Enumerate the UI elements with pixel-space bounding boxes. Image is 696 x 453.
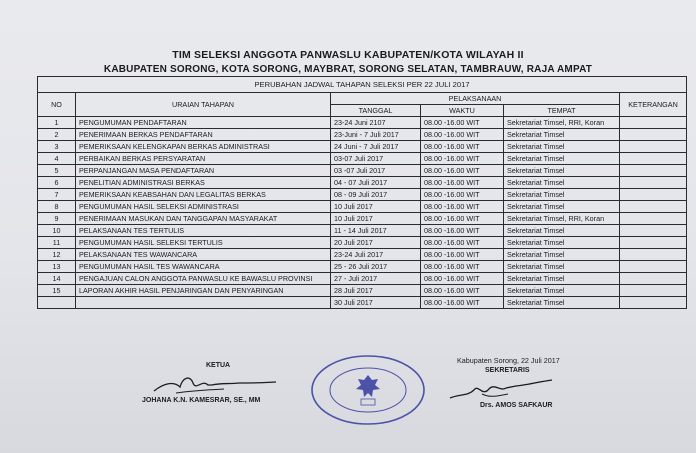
row-tempat: Sekretariat Timsel xyxy=(504,177,620,189)
row-tempat: Sekretariat Timsel xyxy=(504,237,620,249)
row-tanggal: 10 Juli 2017 xyxy=(331,213,421,225)
row-uraian: PENGUMUMAN HASIL SELEKSI TERTULIS xyxy=(76,237,331,249)
row-number: 5 xyxy=(38,165,76,177)
official-stamp xyxy=(308,352,428,428)
row-waktu: 08.00 -16.00 WIT xyxy=(421,249,504,261)
row-number: 14 xyxy=(38,273,76,285)
table-row xyxy=(38,261,687,273)
row-number: 8 xyxy=(38,201,76,213)
signatory-left-name: JOHANA K.N. KAMESRAR, SE., MM xyxy=(142,397,261,404)
signatory-right-name: Drs. AMOS SAFKAUR xyxy=(480,402,553,409)
row-uraian xyxy=(76,297,331,309)
row-keterangan xyxy=(620,165,687,177)
row-uraian: PEMERIKSAAN KEABSAHAN DAN LEGALITAS BERKAS xyxy=(76,189,331,201)
row-tempat: Sekretariat Timsel xyxy=(504,153,620,165)
row-waktu: 08.00 -16.00 WIT xyxy=(421,117,504,129)
row-number xyxy=(38,297,76,309)
document-title: TIM SELEKSI ANGGOTA PANWASLU KABUPATEN/KOTA WILAYAH II xyxy=(172,49,524,61)
row-keterangan xyxy=(620,261,687,273)
row-uraian: PERPANJANGAN MASA PENDAFTARAN xyxy=(76,165,331,177)
row-tempat: Sekretariat Timsel xyxy=(504,165,620,177)
row-waktu: 08.00 -16.00 WIT xyxy=(421,165,504,177)
row-keterangan xyxy=(620,153,687,165)
row-tempat: Sekretariat Timsel xyxy=(504,225,620,237)
row-tempat: Sekretariat Timsel xyxy=(504,297,620,309)
row-number: 1 xyxy=(38,117,76,129)
row-tanggal: 24 Juni - 7 Juli 2017 xyxy=(331,141,421,153)
row-waktu: 08.00 -16.00 WIT xyxy=(421,225,504,237)
table-row xyxy=(38,201,687,213)
header-pelaksanaan: PELAKSANAAN xyxy=(331,93,620,105)
row-tanggal: 03-07 Juli 2017 xyxy=(331,153,421,165)
signing-date: Kabupaten Sorong, 22 Juli 2017 xyxy=(457,356,560,365)
row-uraian: PERBAIKAN BERKAS PERSYARATAN xyxy=(76,153,331,165)
row-keterangan xyxy=(620,177,687,189)
row-tempat: Sekretariat Timsel xyxy=(504,201,620,213)
row-number: 13 xyxy=(38,261,76,273)
row-number: 10 xyxy=(38,225,76,237)
row-waktu: 08.00 -16.00 WIT xyxy=(421,141,504,153)
row-uraian: PENERIMAAN MASUKAN DAN TANGGAPAN MASYARAKAT xyxy=(76,213,331,225)
row-tanggal: 28 Juli 2017 xyxy=(331,285,421,297)
row-tempat: Sekretariat Timsel, RRI, Koran xyxy=(504,117,620,129)
row-uraian: PENGUMUMAN HASIL SELEKSI ADMINISTRASI xyxy=(76,201,331,213)
signature-right xyxy=(446,378,558,404)
row-tanggal: 03 -07 Juli 2017 xyxy=(331,165,421,177)
row-keterangan xyxy=(620,237,687,249)
row-tempat: Sekretariat Timsel, RRI, Koran xyxy=(504,213,620,225)
row-tempat: Sekretariat Timsel xyxy=(504,249,620,261)
row-keterangan xyxy=(620,129,687,141)
row-tanggal: 23-24 Juli 2017 xyxy=(331,249,421,261)
row-uraian: PENGUMUMAN HASIL TES WAWANCARA xyxy=(76,261,331,273)
row-tempat: Sekretariat Timsel xyxy=(504,273,620,285)
row-tanggal: 20 Juli 2017 xyxy=(331,237,421,249)
row-keterangan xyxy=(620,249,687,261)
row-keterangan xyxy=(620,273,687,285)
header-uraian: URAIAN TAHAPAN xyxy=(76,93,331,117)
table-row xyxy=(38,129,687,141)
row-tanggal: 10 Juli 2017 xyxy=(331,201,421,213)
row-uraian: LAPORAN AKHIR HASIL PENJARINGAN DAN PENYARINGAN xyxy=(76,285,331,297)
row-keterangan xyxy=(620,213,687,225)
row-number: 7 xyxy=(38,189,76,201)
header-keterangan: KETERANGAN xyxy=(620,93,687,117)
row-tanggal: 27 - Juli 2017 xyxy=(331,273,421,285)
row-waktu: 08.00 -16.00 WIT xyxy=(421,261,504,273)
row-uraian: PEMERIKSAAN KELENGKAPAN BERKAS ADMINISTRASI xyxy=(76,141,331,153)
row-waktu: 08.00 -16.00 WIT xyxy=(421,297,504,309)
row-waktu: 08.00 -16.00 WIT xyxy=(421,237,504,249)
row-keterangan xyxy=(620,189,687,201)
row-number: 6 xyxy=(38,177,76,189)
row-number: 11 xyxy=(38,237,76,249)
row-tanggal: 25 - 26 Juli 2017 xyxy=(331,261,421,273)
row-tempat: Sekretariat Timsel xyxy=(504,129,620,141)
row-tempat: Sekretariat Timsel xyxy=(504,189,620,201)
header-tempat: TEMPAT xyxy=(504,105,620,117)
row-keterangan xyxy=(620,225,687,237)
table-row xyxy=(38,165,687,177)
row-waktu: 08.00 -16.00 WIT xyxy=(421,273,504,285)
row-waktu: 08.00 -16.00 WIT xyxy=(421,201,504,213)
row-tanggal: 23-Juni - 7 Juli 2017 xyxy=(331,129,421,141)
row-uraian: PENERIMAAN BERKAS PENDAFTARAN xyxy=(76,129,331,141)
row-tanggal: 23-24 Juni 2107 xyxy=(331,117,421,129)
table-row xyxy=(38,237,687,249)
row-uraian: PENGUMUMAN PENDAFTARAN xyxy=(76,117,331,129)
row-tanggal: 04 - 07 Juli 2017 xyxy=(331,177,421,189)
row-number: 3 xyxy=(38,141,76,153)
row-tempat: Sekretariat Timsel xyxy=(504,261,620,273)
row-tempat: Sekretariat Timsel xyxy=(504,285,620,297)
document-subtitle-regions: KABUPATEN SORONG, KOTA SORONG, MAYBRAT, SORONG SELATAN, TAMBRAUW, RAJA AMPAT xyxy=(103,64,593,75)
row-waktu: 08.00 -16.00 WIT xyxy=(421,177,504,189)
signatory-right-role: SEKRETARIS xyxy=(485,367,530,374)
row-number: 2 xyxy=(38,129,76,141)
table-subtitle: PERUBAHAN JADWAL TAHAPAN SELEKSI PER 22 JULI 2017 xyxy=(38,77,687,93)
row-waktu: 08.00 -16.00 WIT xyxy=(421,285,504,297)
row-tanggal: 11 - 14 Juli 2017 xyxy=(331,225,421,237)
header-waktu: WAKTU xyxy=(421,105,504,117)
row-uraian: PELAKSANAAN TES TERTULIS xyxy=(76,225,331,237)
row-tanggal: 30 Juli 2017 xyxy=(331,297,421,309)
row-uraian: PENELITIAN ADMINISTRASI BERKAS xyxy=(76,177,331,189)
row-keterangan xyxy=(620,285,687,297)
header-tanggal: TANGGAL xyxy=(331,105,421,117)
table-row xyxy=(38,177,687,189)
table-row xyxy=(38,117,687,129)
row-waktu: 08.00 -16.00 WIT xyxy=(421,129,504,141)
table-row xyxy=(38,225,687,237)
table-row xyxy=(38,297,687,309)
row-number: 12 xyxy=(38,249,76,261)
header-no: NO xyxy=(38,93,76,117)
row-waktu: 08.00 -16.00 WIT xyxy=(421,153,504,165)
row-uraian: PENGAJUAN CALON ANGGOTA PANWASLU KE BAWASLU PROVINSI xyxy=(76,273,331,285)
row-uraian: PELAKSANAAN TES WAWANCARA xyxy=(76,249,331,261)
row-keterangan xyxy=(620,201,687,213)
table-row xyxy=(38,273,687,285)
table-row xyxy=(38,249,687,261)
row-tanggal: 08 - 09 Juli 2017 xyxy=(331,189,421,201)
row-waktu: 08.00 -16.00 WIT xyxy=(421,213,504,225)
row-tempat: Sekretariat Timsel xyxy=(504,141,620,153)
table-row xyxy=(38,153,687,165)
row-keterangan xyxy=(620,117,687,129)
table-row xyxy=(38,213,687,225)
signature-left xyxy=(150,373,280,399)
signatory-left-role: KETUA xyxy=(206,362,231,369)
row-waktu: 08.00 -16.00 WIT xyxy=(421,189,504,201)
table-row xyxy=(38,189,687,201)
table-row xyxy=(38,285,687,297)
row-number: 4 xyxy=(38,153,76,165)
schedule-table xyxy=(37,76,687,309)
table-row xyxy=(38,141,687,153)
row-keterangan xyxy=(620,141,687,153)
row-number: 15 xyxy=(38,285,76,297)
row-number: 9 xyxy=(38,213,76,225)
row-keterangan xyxy=(620,297,687,309)
